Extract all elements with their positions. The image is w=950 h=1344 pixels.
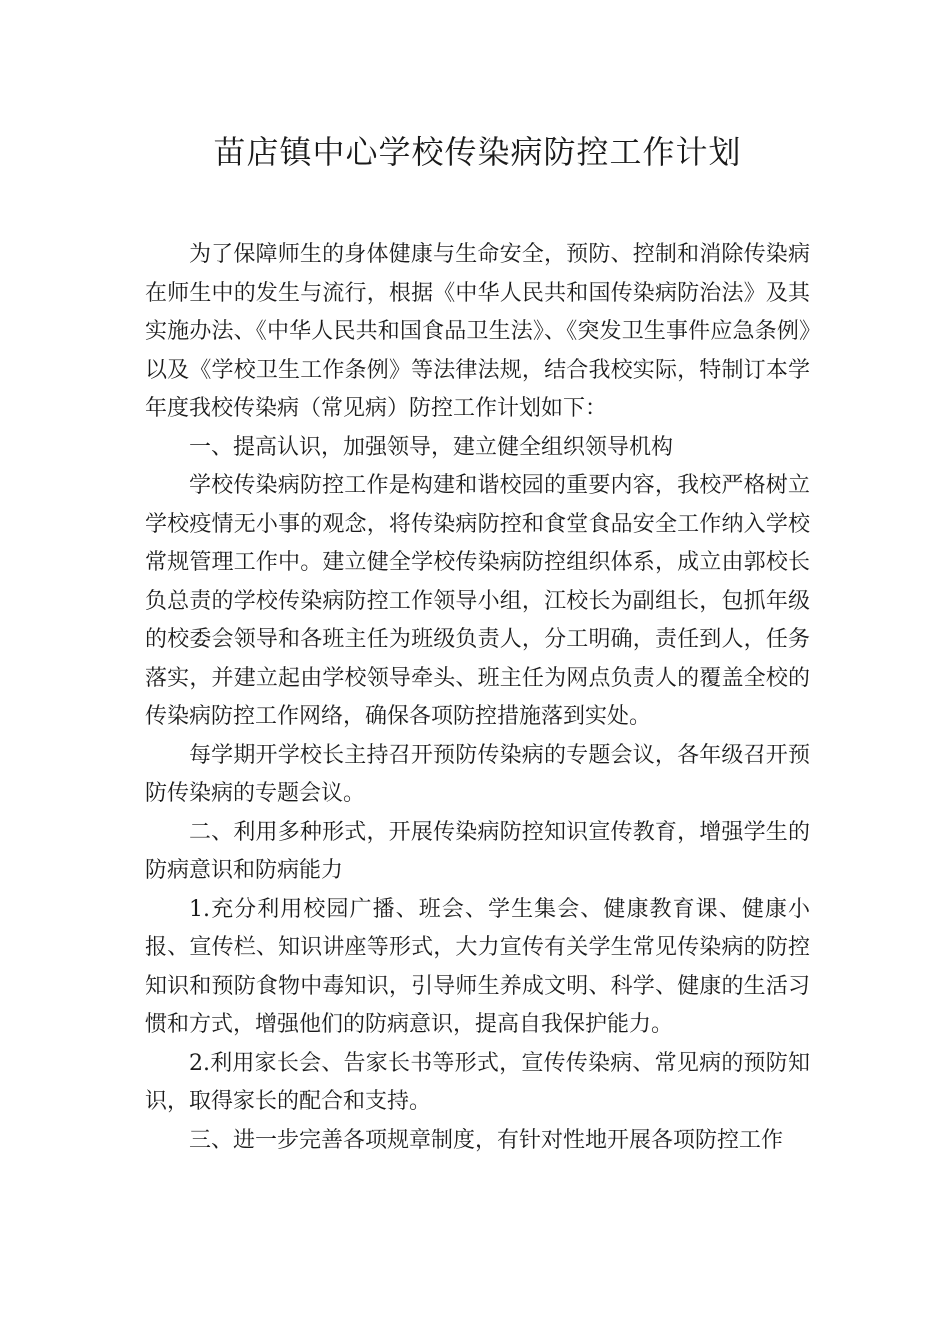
paragraph-meeting: 每学期开学校长主持召开预防传染病的专题会议，各年级召开预防传染病的专题会议。 xyxy=(145,742,810,806)
heading-section-2: 二、利用多种形式，开展传染病防控知识宣传教育，增强学生的防病意识和防病能力 xyxy=(145,819,810,883)
document-body xyxy=(145,236,810,1160)
heading-section-3: 三、进一步完善各项规章制度，有针对性地开展各项防控工作 xyxy=(189,1127,784,1153)
paragraph-item-2: 2.利用家长会、告家长书等形式，宣传传染病、常见病的预防知识，取得家长的配合和支持。 xyxy=(145,1050,810,1114)
paragraph-item-1: 1.充分利用校园广播、班会、学生集会、健康教育课、健康小报、宣传栏、知识讲座等形式，大力宣传有关学生常见传染病的防控知识和预防食物中毒知识，引导师生养成文明、科学、健康的生活习惯和方式，增强他们的防病意识，提高自我保护能力。 xyxy=(145,896,810,1037)
heading-section-1: 一、提高认识，加强领导，建立健全组织领导机构 xyxy=(189,434,674,460)
document-title: 苗店镇中心学校传染病防控工作计划 xyxy=(213,133,742,171)
paragraph-intro: 为了保障师生的身体健康与生命安全，预防、控制和消除传染病在师生中的发生与流行，根据《中华人民共和国传染病防治法》及其实施办法、《中华人民共和国食品卫生法》、《突发卫生事件应急条例》以及《学校卫生工作条例》等法律法规，结合我校实际，特制订本学年度我校传染病（常见病）防控工作计划如下： xyxy=(145,242,810,421)
paragraph-organization: 学校传染病防控工作是构建和谐校园的重要内容，我校严格树立学校疫情无小事的观念，将传染病防控和食堂食品安全工作纳入学校常规管理工作中。建立健全学校传染病防控组织体系，成立由郭校长负总责的学校传染病防控工作领导小组，江校长为副组长，包抓年级的校委会领导和各班主任为班级负责人，分工明确，责任到人，任务落实，并建立起由学校领导牵头、班主任为网点负责人的覆盖全校的传染病防控工作网络，确保各项防控措施落到实处。 xyxy=(145,473,810,729)
